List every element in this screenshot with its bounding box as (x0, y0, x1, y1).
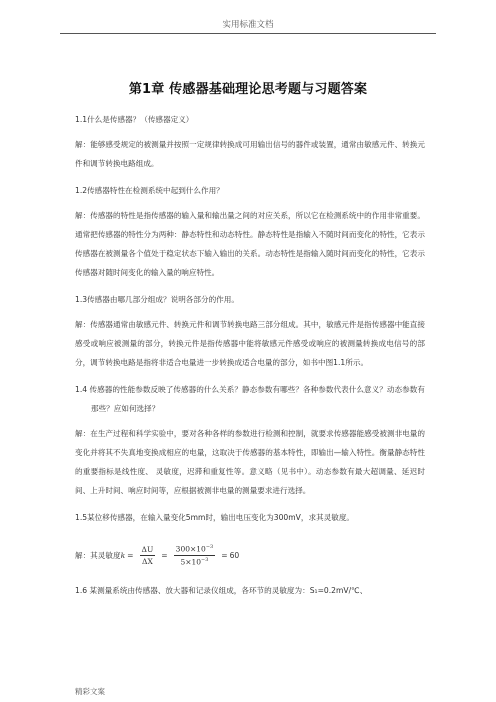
answer-1-2: 解：传感器的特性是指传感器的输入量和输出量之间的对应关系，所以它在检测系统中的作用非常重要。通常把传感器的特性分为两种：静态特性和动态特性。静态特性是指输入不随时间而变化的特性，它表示传感器在被测量各个值处于稳定状态下输入输出的关系。动态特性是指输入随时间而变化的特性，它表示传感器对随时间变化的输入量的响应特性。 (75, 211, 425, 277)
formula-result: 60 (229, 550, 240, 560)
answer-1-1: 解：能够感受规定的被测量并按照一定规律转换成可用输出信号的器件或装置，通常由敏感元件、转换元件和调节转换电路组成。 (75, 140, 425, 168)
chapter-title: 第1章 传感器基础理论思考题与习题答案 (128, 82, 368, 97)
answer-1-3: 解：传感器通常由敏感元件、转换元件和调节转换电路三部分组成。其中，敏感元件是指传感器中能直接感受或响应被测量的部分，转换元件是指传感器中能将敏感元件感受或响应的被测量转换成电信号的部分，调节转换电路是指将非适合电量进一步转换成适合电量的部分，如书中图1.1所示。 (75, 320, 425, 367)
fraction-values-numerator: $300\times 10^{-3}$ (175, 544, 214, 554)
question-1-6: 1.6 某测量系统由传感器、放大器和记录仪组成，各环节的灵敏度为：S₁=0.2mV/℃、 (75, 586, 368, 595)
formula-equals-2: = (161, 550, 168, 560)
fraction-values-denominator: $5\times 10^{-3}$ (180, 556, 209, 566)
fraction-delta-denominator: ΔX (142, 556, 153, 566)
formula-k: k (120, 550, 126, 560)
question-1-2: 1.2传感器特性在检测系统中起到什么作用？ (75, 186, 224, 195)
sensitivity-formula (75, 537, 425, 573)
fraction-delta (140, 545, 156, 566)
formula-prefix: 解：其灵敏度 (75, 550, 121, 560)
question-1-5: 1.5某位移传感器，在输入量变化5mm时，输出电压变化为300mV，求其灵敏度。 (75, 513, 355, 522)
question-1-4: 1.4 传感器的性能参数反映了传感器的什么关系？静态参数有哪些？各种参数代表什么意义？动态参数有那些？应如何选择？ (75, 385, 425, 413)
document-body (75, 110, 425, 600)
header-rule (60, 33, 436, 34)
question-1-1: 1.1什么是传感器？（传感器定义） (75, 115, 194, 124)
page-footer: 精彩文案 (75, 687, 105, 696)
page-header: 实用标准文档 (222, 20, 274, 30)
formula-equals-1: = (127, 550, 134, 560)
formula-equals-3: = (221, 550, 228, 560)
answer-1-4: 解：在生产过程和科学实验中，要对各种各样的参数进行检测和控制，就要求传感器能感受被测非电量的变化并将其不失真地变换成相应的电量，这取决于传感器的基本特性，即输出—输入特性。衡量静态特性的重要指标是线性度、 灵敏度，迟滞和重复性等。意义略（见书中）。动态参数有最大超调量、延迟时间、上升时间、响应时间等，应根据被测非电量的测量要求进行选择。 (75, 429, 425, 495)
question-1-3: 1.3传感器由哪几部分组成？说明各部分的作用。 (75, 295, 239, 304)
fraction-values (174, 544, 216, 566)
fraction-delta-numerator: ΔU (141, 544, 154, 554)
